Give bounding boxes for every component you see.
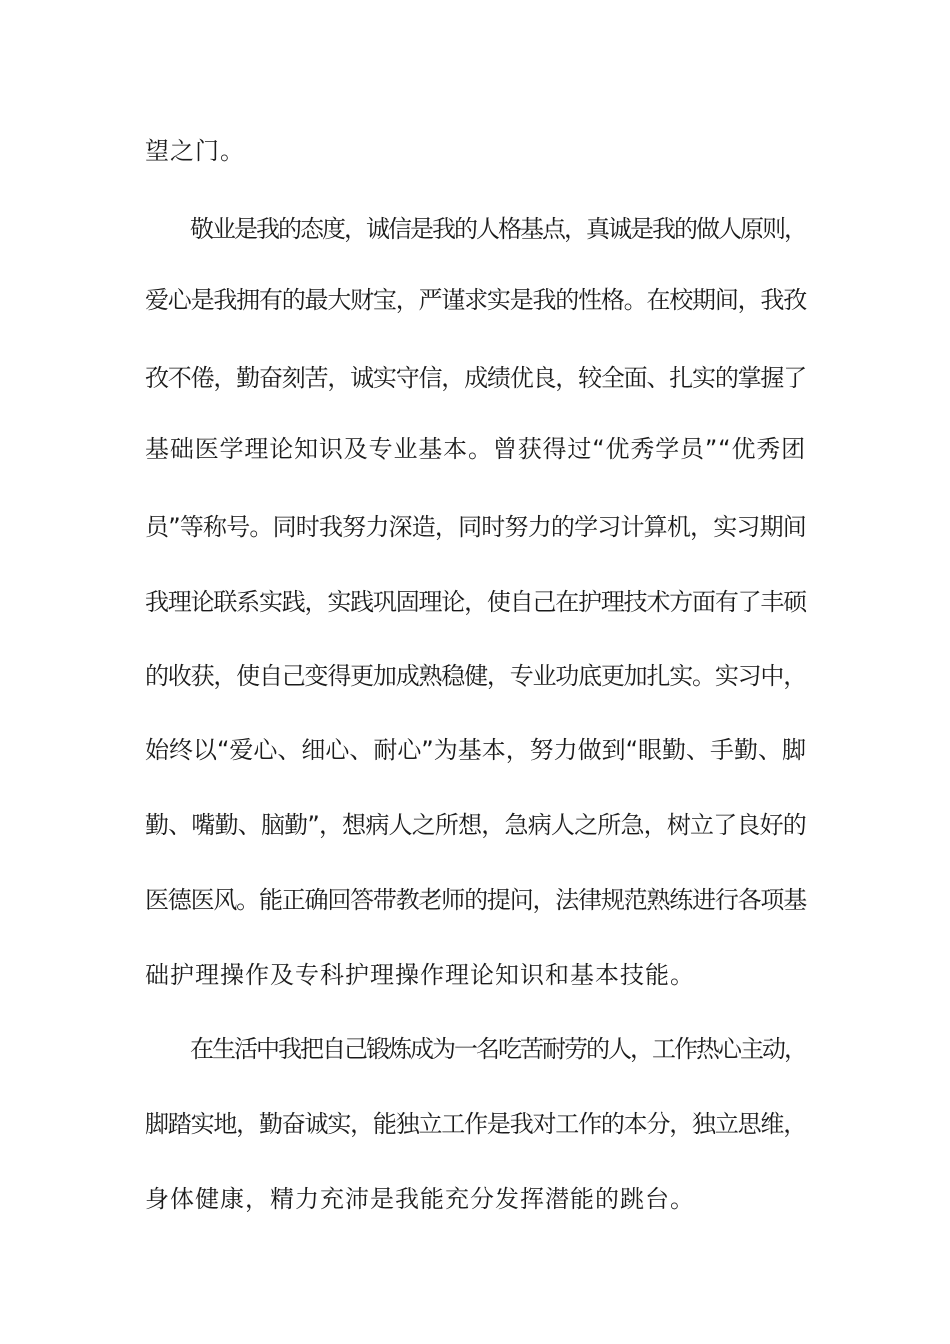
text-line-content: 医德医风。能正确回答带教老师的提问，法律规范熟练进行各项基	[145, 886, 806, 914]
text-line-content: 始终以“爱心、细心、耐心”为基本，努力做到“眼勤、手勤、脚	[145, 736, 806, 764]
text-line-content: 勤、嘴勤、脑勤”，想病人之所想，急病人之所急，树立了良好的	[145, 811, 806, 839]
text-line-content: 基础医学理论知识及专业基本。曾获得过“优秀学员”“优秀团	[145, 435, 806, 463]
text-line	[0, 134, 950, 168]
paragraph-first-line	[0, 212, 950, 246]
paragraph-first-line	[0, 1032, 950, 1066]
text-line-content: 在生活中我把自己锻炼成为一名吃苦耐劳的人，工作热心主动，	[190, 1035, 806, 1063]
text-line	[0, 808, 950, 842]
text-line-content: 我理论联系实践，实践巩固理论，使自己在护理技术方面有了丰硕	[145, 588, 806, 616]
text-line	[0, 510, 950, 544]
text-line-content: 员”等称号。同时我努力深造，同时努力的学习计算机，实习期间	[145, 513, 806, 541]
text-line-content: 脚踏实地，勤奋诚实，能独立工作是我对工作的本分，独立思维，	[145, 1110, 806, 1138]
text-line	[0, 361, 950, 395]
text-line-content: 敬业是我的态度，诚信是我的人格基点，真诚是我的做人原则，	[190, 215, 806, 243]
text-line	[0, 1182, 950, 1216]
text-line-content: 础护理操作及专科护理操作理论知识和基本技能。	[145, 961, 695, 989]
text-line	[0, 659, 950, 693]
text-line	[0, 958, 950, 992]
text-line-content: 爱心是我拥有的最大财宝，严谨求实是我的性格。在校期间，我孜	[145, 286, 806, 314]
text-line	[0, 733, 950, 767]
text-line-content: 身体健康，精力充沛是我能充分发挥潜能的跳台。	[145, 1185, 695, 1213]
text-line	[0, 883, 950, 917]
text-line-content: 孜不倦，勤奋刻苦，诚实守信，成绩优良，较全面、扎实的掌握了	[145, 364, 806, 392]
text-line-content: 望之门。	[145, 137, 245, 165]
text-line	[0, 432, 950, 466]
text-line	[0, 283, 950, 317]
text-line	[0, 1107, 950, 1141]
text-line	[0, 585, 950, 619]
text-line-content: 的收获，使自己变得更加成熟稳健，专业功底更加扎实。实习中，	[145, 662, 806, 690]
